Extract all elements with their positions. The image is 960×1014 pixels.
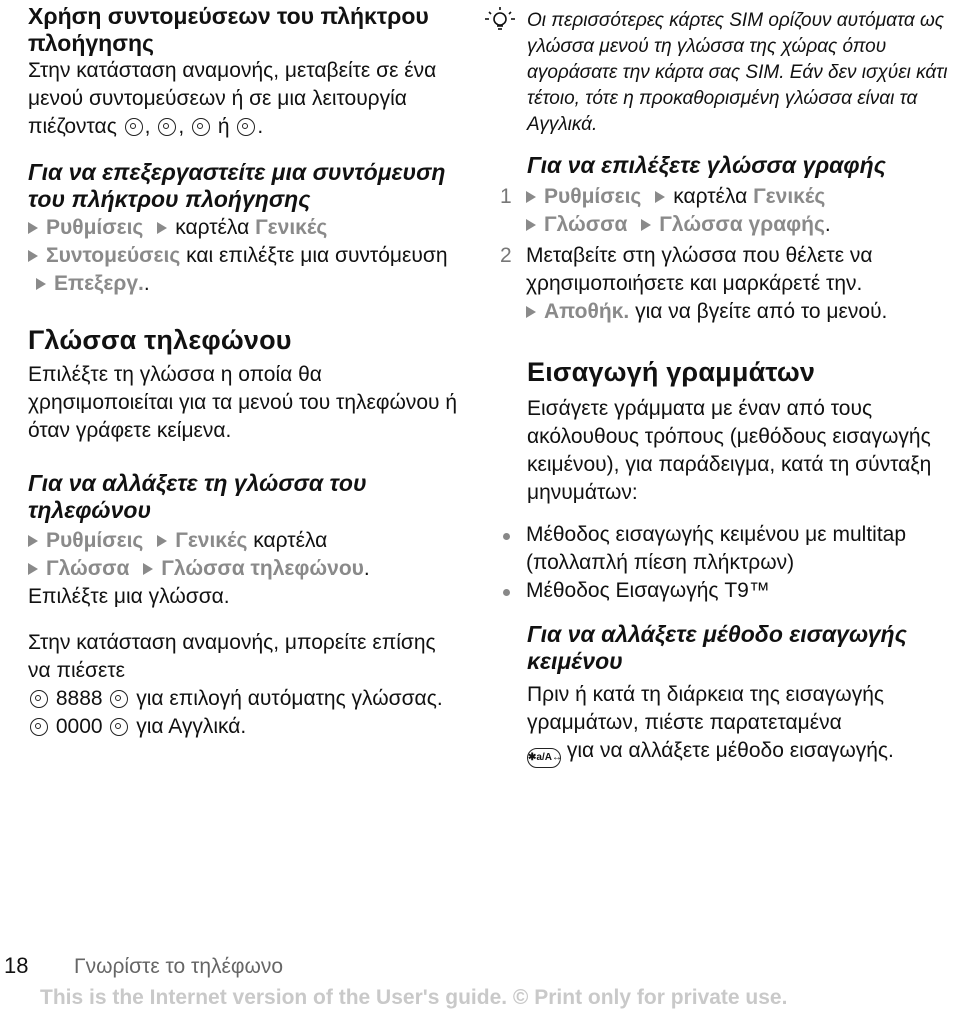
lightbulb-icon bbox=[480, 6, 520, 36]
step-number: 1 bbox=[500, 185, 512, 208]
separator: , bbox=[144, 115, 151, 138]
menu-general: Γενικές bbox=[753, 185, 826, 208]
menu-general: Γενικές bbox=[255, 216, 328, 239]
list-item: Μέθοδος Εισαγωγής T9™ bbox=[500, 577, 952, 605]
star-key-icon: ✱a/A↔ bbox=[527, 748, 561, 768]
menu-language: Γλώσσα bbox=[544, 213, 628, 236]
arrow-right-icon bbox=[28, 222, 38, 234]
input-methods-list bbox=[500, 521, 952, 605]
section-title: Γνωρίστε το τηλέφωνο bbox=[74, 955, 284, 978]
arrow-right-icon bbox=[157, 222, 167, 234]
code-english: 0000 bbox=[55, 715, 103, 738]
menu-phone-language: Γλώσσα τηλεφώνου bbox=[161, 557, 364, 580]
nav-select-icon bbox=[110, 690, 128, 708]
writing-language-step-1 bbox=[500, 183, 952, 239]
menu-settings: Ρυθμίσεις bbox=[544, 185, 642, 208]
change-method-heading: Για να αλλάξετε μέθοδο εισαγωγής κειμένου bbox=[527, 621, 907, 674]
period: . bbox=[824, 213, 831, 236]
arrow-right-icon bbox=[655, 191, 665, 203]
menu-save: Αποθήκ. bbox=[544, 300, 630, 323]
list-item: Μέθοδος εισαγωγής κειμένου με multitap (πολλαπλή πίεση πλήκτρων) bbox=[500, 521, 952, 577]
change-method-text bbox=[527, 681, 952, 768]
nav-select-icon bbox=[30, 718, 48, 736]
arrow-right-icon bbox=[526, 219, 536, 231]
step-number: 2 bbox=[500, 244, 512, 267]
code-auto-text: για επιλογή αυτόματης γλώσσας. bbox=[136, 687, 443, 710]
arrow-right-icon bbox=[28, 563, 38, 575]
menu-shortcuts: Συντομεύσεις bbox=[46, 244, 181, 267]
period: . bbox=[257, 115, 264, 138]
period: . bbox=[363, 557, 370, 580]
left-column bbox=[28, 0, 458, 741]
page-number: 18 bbox=[4, 953, 29, 978]
select-language-text: Επιλέξτε μια γλώσσα. bbox=[28, 585, 230, 608]
nav-up-icon bbox=[125, 118, 143, 136]
phone-language-title: Γλώσσα τηλεφώνου bbox=[28, 325, 292, 355]
internet-version-notice: This is the Internet version of the User's guide. © Print only for private use. bbox=[40, 986, 788, 1009]
nav-right-icon bbox=[237, 118, 255, 136]
tip-box bbox=[500, 8, 952, 138]
shortcuts-paragraph bbox=[28, 57, 458, 141]
tip-text: Οι περισσότερες κάρτες SIM ορίζουν αυτόματα ως γλώσσα μενού τη γλώσσα της χώρας όπου αγοράσατε την κάρτα σας SIM. Εάν δεν ισχύει κάτι τέτοιο, τότε η προκαθορισμένη γλώσσα είναι τα Αγγλικά. bbox=[527, 10, 948, 135]
step-2-exit-text: για να βγείτε από το μενού. bbox=[635, 300, 888, 323]
entering-letters-text: Εισάγετε γράμματα με έναν από τους ακόλουθους τρόπους (μεθόδους εισαγωγής κειμένου), για παράδειγμα, κατά τη σύνταξη μηνυμάτων: bbox=[527, 397, 932, 504]
writing-language-step-2 bbox=[500, 242, 952, 326]
menu-general: Γενικές bbox=[175, 529, 248, 552]
arrow-right-icon bbox=[526, 306, 536, 318]
standby-text: Στην κατάσταση αναμονής, μπορείτε επίσης να πιέσετε bbox=[28, 631, 436, 682]
period: . bbox=[143, 272, 150, 295]
tab-word: καρτέλα bbox=[175, 216, 250, 239]
arrow-right-icon bbox=[28, 535, 38, 547]
menu-settings: Ρυθμίσεις bbox=[46, 216, 144, 239]
nav-down-icon bbox=[158, 118, 176, 136]
entering-letters-title: Εισαγωγή γραμμάτων bbox=[527, 357, 816, 387]
menu-edit: Επεξεργ. bbox=[54, 272, 144, 295]
menu-writing-language: Γλώσσα γραφής bbox=[659, 213, 825, 236]
or-word: ή bbox=[217, 115, 230, 138]
nav-left-icon bbox=[192, 118, 210, 136]
edit-shortcut-instructions bbox=[28, 214, 458, 298]
code-english-text: για Αγγλικά. bbox=[136, 715, 247, 738]
writing-language-heading: Για να επιλέξετε γλώσσα γραφής bbox=[527, 152, 886, 178]
nav-select-icon bbox=[110, 718, 128, 736]
tab-word: καρτέλα bbox=[673, 185, 748, 208]
step-2-instruction: Μεταβείτε στη γλώσσα που θέλετε να χρησιμοποιήσετε και μαρκάρετέ την. bbox=[526, 244, 873, 295]
tab-word: καρτέλα bbox=[253, 529, 328, 552]
step-2-text bbox=[526, 242, 952, 326]
code-auto: 8888 bbox=[55, 687, 103, 710]
phone-language-text: Επιλέξτε τη γλώσσα η οποία θα χρησιμοποιείται για τα μενού του τηλεφώνου ή όταν γράφετε κείμενα. bbox=[28, 363, 458, 442]
change-language-heading: Για να αλλάξετε τη γλώσσα του τηλεφώνου bbox=[28, 470, 367, 523]
shortcuts-text: Στην κατάσταση αναμονής, μεταβείτε σε ένα μενού συντομεύσεων ή σε μια λειτουργία πιέζοντας bbox=[28, 59, 437, 138]
standby-paragraph bbox=[28, 629, 458, 741]
arrow-right-icon bbox=[526, 191, 536, 203]
nav-select-icon bbox=[30, 690, 48, 708]
right-column bbox=[500, 0, 952, 768]
menu-language: Γλώσσα bbox=[46, 557, 130, 580]
separator: , bbox=[178, 115, 185, 138]
arrow-right-icon bbox=[28, 250, 38, 262]
shortcuts-heading: Χρήση συντομεύσεων του πλήκτρου πλοήγησης bbox=[28, 3, 429, 56]
arrow-right-icon bbox=[641, 219, 651, 231]
arrow-right-icon bbox=[36, 278, 46, 290]
change-language-instructions bbox=[28, 527, 458, 611]
edit-select-text: και επιλέξτε μια συντόμευση bbox=[186, 244, 448, 267]
edit-shortcut-heading: Για να επεξεργαστείτε μια συντόμευση του πλήκτρου πλοήγησης bbox=[28, 159, 446, 212]
change-method-instruction: Πριν ή κατά τη διάρκεια της εισαγωγής γραμμάτων, πιέστε παρατεταμένα bbox=[527, 683, 884, 734]
menu-settings: Ρυθμίσεις bbox=[46, 529, 144, 552]
arrow-right-icon bbox=[157, 535, 167, 547]
arrow-right-icon bbox=[143, 563, 153, 575]
change-method-instruction-2: για να αλλάξετε μέθοδο εισαγωγής. bbox=[566, 739, 894, 762]
